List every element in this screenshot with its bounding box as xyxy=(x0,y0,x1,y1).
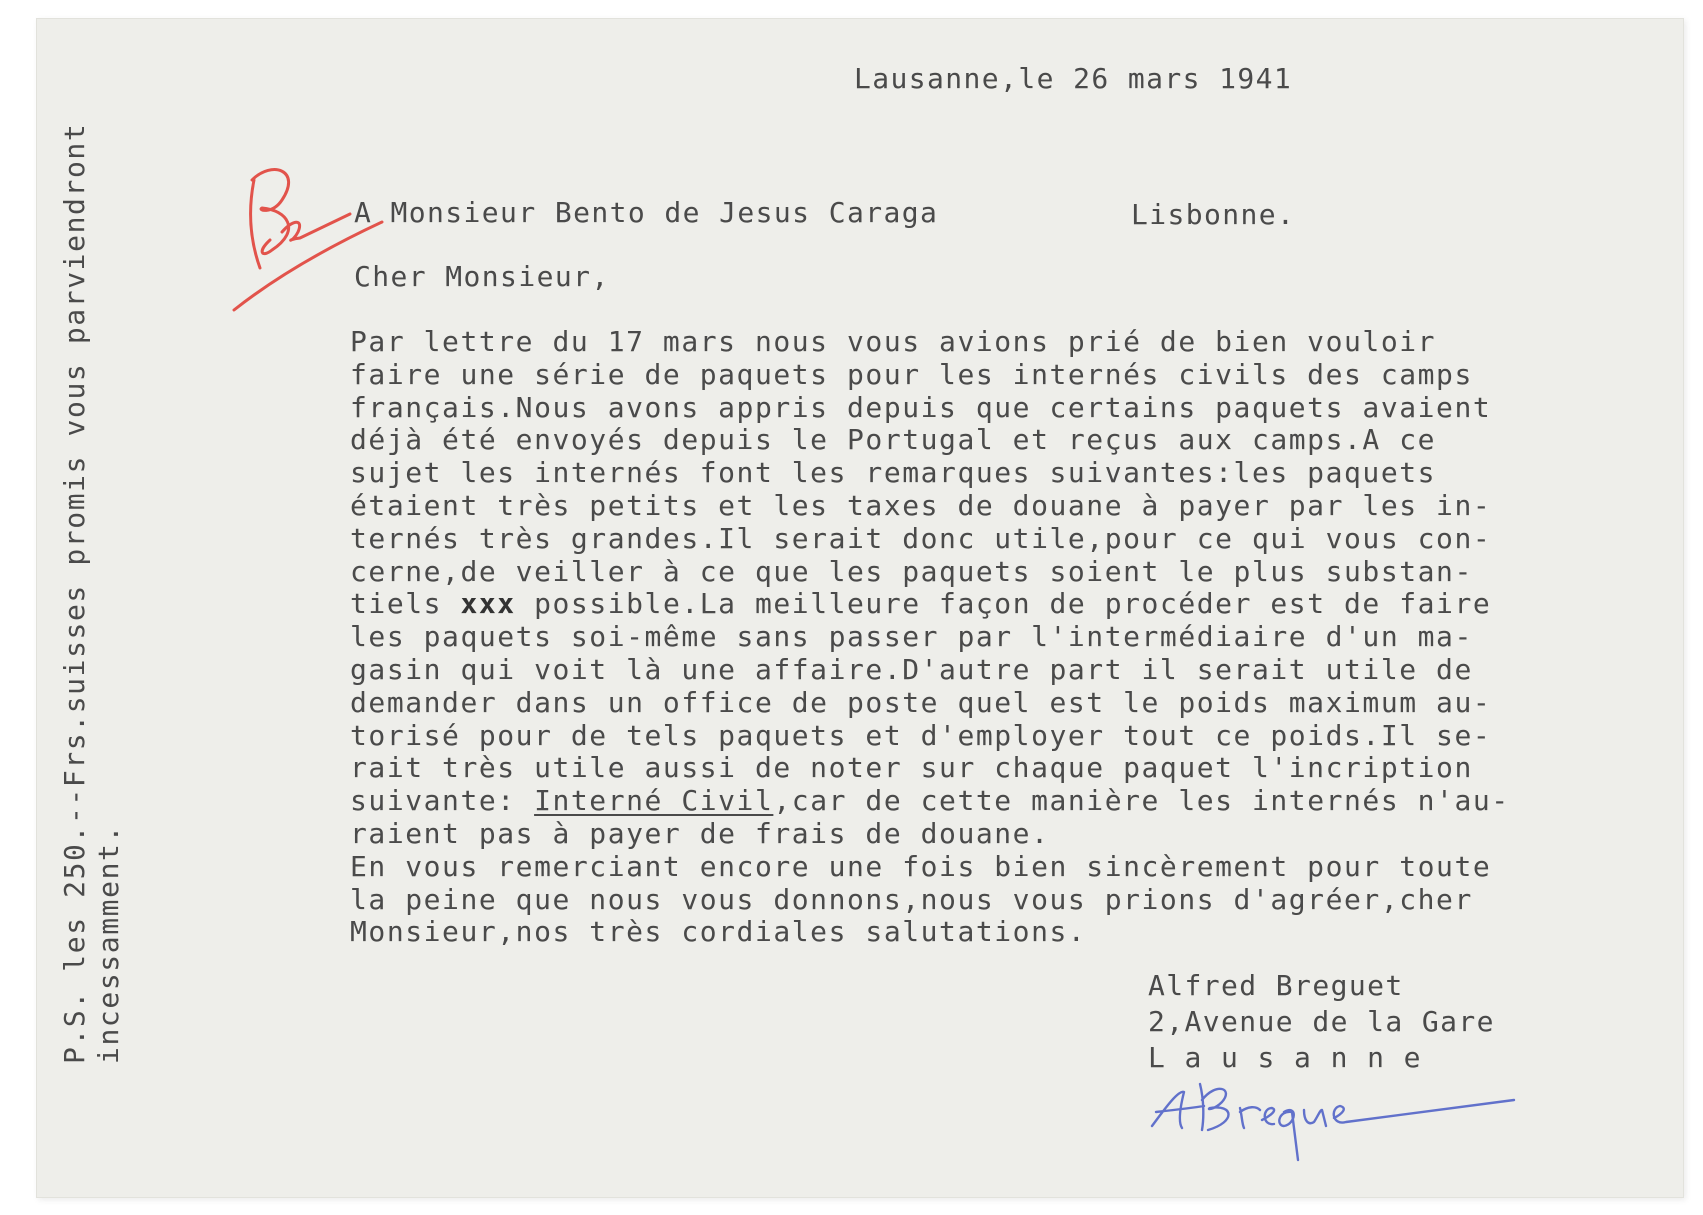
body-line: étaient très petits et les taxes de douane à payer par les in- xyxy=(350,488,1492,522)
body-line: En vous remerciant encore une fois bien sincèrement pour toute xyxy=(350,849,1492,883)
body-line: suivante: xyxy=(350,784,535,818)
letter-date: Lausanne,le 26 mars 1941 xyxy=(854,62,1293,95)
body-line: rait très utile aussi de noter sur chaque paquet l'incription xyxy=(350,751,1473,785)
body-line: raient pas à payer de frais de douane. xyxy=(350,816,1050,850)
body-line: gasin qui voit là une affaire.D'autre part il serait utile de xyxy=(350,652,1473,686)
sender-city: L a u s a n n e xyxy=(1148,1041,1422,1074)
underlined-inscription: Interné Civil xyxy=(534,784,774,818)
addressee-line: A Monsieur Bento de Jesus Caraga xyxy=(354,196,939,229)
destination-city: Lisbonne. xyxy=(1131,198,1296,231)
body-line: français.Nous avons appris depuis que certains paquets avaient xyxy=(350,390,1492,424)
body-line: la peine que nous vous donnons,nous vous prions d'agréer,cher xyxy=(350,882,1473,916)
body-line: Monsieur,nos très cordiales salutations. xyxy=(350,915,1087,949)
body-line: tiels xyxy=(350,587,461,621)
postscript-line: incessamment. xyxy=(92,824,125,1064)
postscript-line: P.S. les 250.--Frs.suisses promis vous parviendront xyxy=(58,122,91,1064)
signature xyxy=(1144,1070,1524,1170)
body-line: sujet les internés font les remarques suivantes:les paquets xyxy=(350,456,1437,490)
salutation: Cher Monsieur, xyxy=(354,260,610,293)
body-line: demander dans un office de poste quel est le poids maximum au- xyxy=(350,685,1492,719)
struck-out-text: xxx xyxy=(460,587,516,621)
sender-name: Alfred Breguet xyxy=(1148,969,1404,1002)
body-line: faire une série de paquets pour les internés civils des camps xyxy=(350,357,1473,391)
body-line: ternés très grandes.Il serait donc utile,pour ce qui vous con- xyxy=(350,521,1492,555)
body-line: déjà été envoyés depuis le Portugal et reçus aux camps.A ce xyxy=(350,423,1437,457)
body-line: Par lettre du 17 mars nous vous avions prié de bien vouloir xyxy=(350,325,1437,358)
body-line: les paquets soi-même sans passer par l'intermédiaire d'un ma- xyxy=(350,620,1473,654)
body-line: cerne,de veiller à ce que les paquets soient le plus substan- xyxy=(350,554,1473,588)
postscript xyxy=(58,123,126,1064)
body-line: possible.La meilleure façon de procéder est de faire xyxy=(515,587,1492,621)
body-line: ,car de cette manière les internés n'au- xyxy=(773,784,1510,818)
body-line: torisé pour de tels paquets et d'employer tout ce poids.Il se- xyxy=(350,718,1492,752)
letter-body xyxy=(350,326,1510,949)
red-pencil-initials xyxy=(232,140,432,340)
sender-street: 2,Avenue de la Gare xyxy=(1148,1005,1495,1038)
sender-block xyxy=(1148,968,1495,1076)
